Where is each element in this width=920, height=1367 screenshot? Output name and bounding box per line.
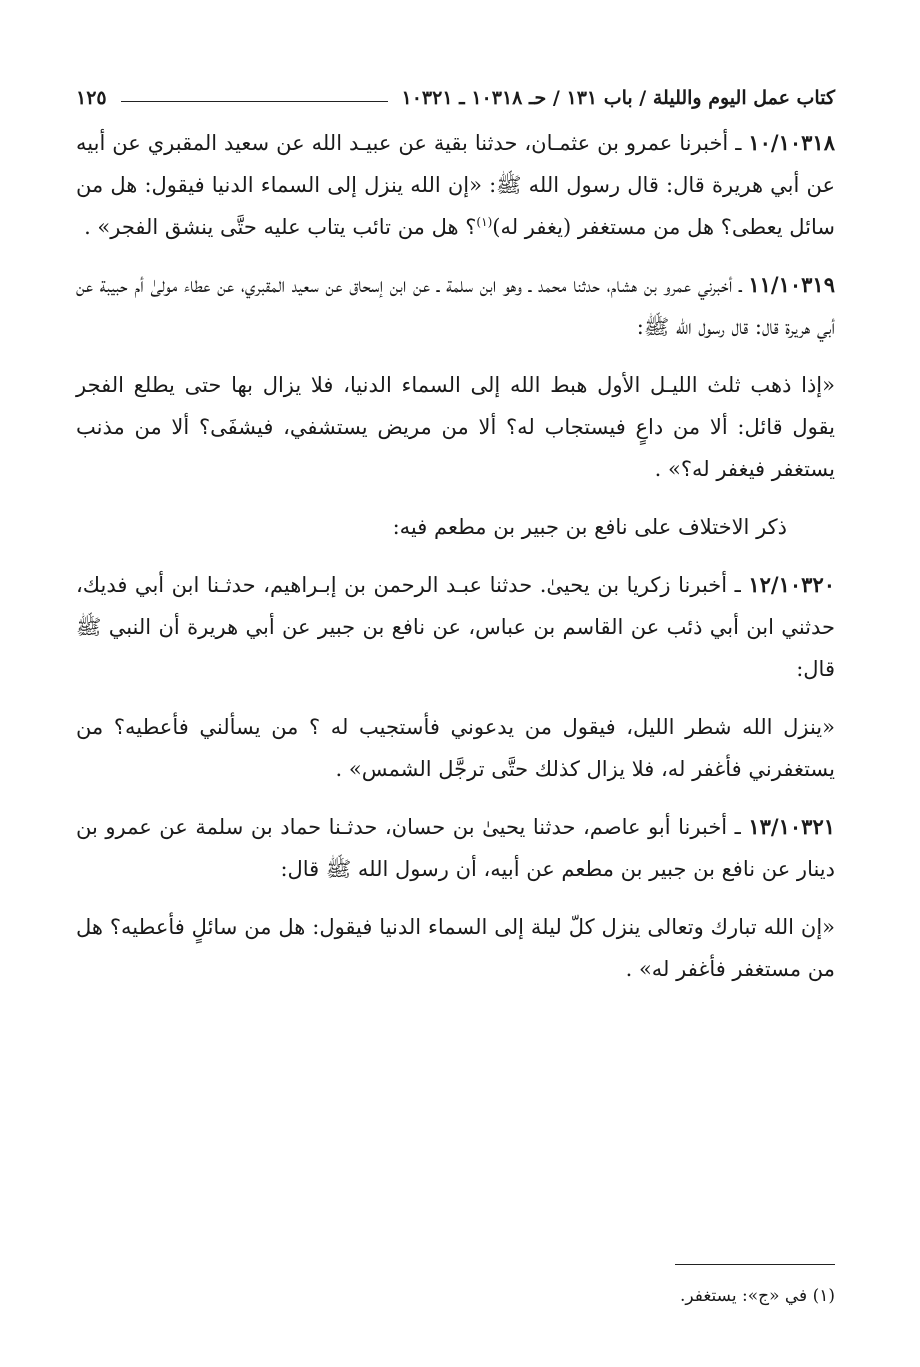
hadith-10320-matn [76, 706, 835, 790]
running-head [76, 78, 835, 118]
hadith-matn: «إذا ذهب ثلث الليـل الأول هبط الله إلى السماء الدنيا، فلا يزال بها حتى يطلع الفجر يقول قائل: ألا من داعٍ فيستجاب له؟ ألا من مريض يستشفي، فيشفَى؟ ألا من مذنب يستغفر فيغفر له؟» . [76, 373, 835, 481]
hadith-matn: «ينزل الله شطر الليل، فيقول من يدعوني فأستجيب له ؟ من يسألني فأعطيه؟ من يستغفرني فأغفر له، فلا يزال كذلك حتَّى ترجَّل الشمس» . [76, 715, 835, 781]
hadith-10321 [76, 806, 835, 890]
running-head-title: كتاب عمل اليوم والليلة / باب ١٣١ / حـ ١٠٣١٨ ـ ١٠٣٢١ [401, 87, 835, 109]
page-number: ١٢٥ [76, 87, 107, 109]
page [76, 78, 835, 1367]
hadith-10319 [76, 264, 835, 348]
footnote-rule [675, 1264, 835, 1265]
hadith-10321-matn [76, 906, 835, 990]
hadith-text: ـ أخبرني عمرو بن هشام، حدثنا محمد ـ وهو ابن سلمة ـ عن ابن إسحاق عن سعيد المقبري، عن عطاء مولىٰ أم حبيبة عن أبي هريرة قال: قال رسول الله ﷺ: [76, 273, 835, 339]
hadith-number: ١٢/١٠٣٢٠ [748, 572, 835, 597]
section-heading: ذكر الاختلاف على نافع بن جبير بن مطعم فيه: [392, 515, 787, 539]
hadith-number: ١٠/١٠٣١٨ [748, 130, 835, 155]
hadith-10319-matn [76, 364, 835, 490]
hadith-number: ١٣/١٠٣٢١ [748, 814, 835, 839]
footnote-ref: (١) [476, 215, 493, 229]
hadith-text-continued: ؟ هل من تائب يتاب عليه حتَّى ينشق الفجر» . [84, 215, 477, 239]
footnote: (١) في «ج»: يستغفر. [679, 1286, 835, 1306]
hadith-number: ١١/١٠٣١٩ [748, 272, 835, 297]
hadith-text: ـ أخبرنا زكريا بن يحيىٰ. حدثنا عبـد الرحمن بن إبـراهيم، حدثـنا ابن أبي فديك، حدثني ابن أبي ذئب عن القاسم بن عباس، عن نافع بن جبير عن أبي هريرة أن النبي ﷺ قال: [76, 573, 835, 681]
hadith-text: ـ أخبرنا عمرو بن عثمـان، حدثنا بقية عن عبيـد الله عن سعيد المقبري عن أبيه عن أبي هريرة قال: قال رسول الله ﷺ: «إن الله ينزل إلى السماء الدنيا فيقول: هل من سائل يعطى؟ هل من مستغفر (يغفر له) [76, 131, 835, 239]
hadith-text: ـ أخبرنا أبو عاصم، حدثنا يحيىٰ بن حسان، حدثـنا حماد بن سلمة عن عمرو بن دينار عن نافع بن جبير بن مطعم عن أبيه، أن رسول الله ﷺ قال: [76, 815, 835, 881]
hadith-matn: «إن الله تبارك وتعالى ينزل كلّ ليلة إلى السماء الدنيا فيقول: هل من سائلٍ فأعطيه؟ هل من مستغفر فأغفر له» . [76, 915, 836, 981]
hadith-10320 [76, 564, 835, 690]
footnote-area [76, 1264, 835, 1311]
running-head-rule [121, 101, 388, 102]
hadith-10318 [76, 122, 835, 248]
